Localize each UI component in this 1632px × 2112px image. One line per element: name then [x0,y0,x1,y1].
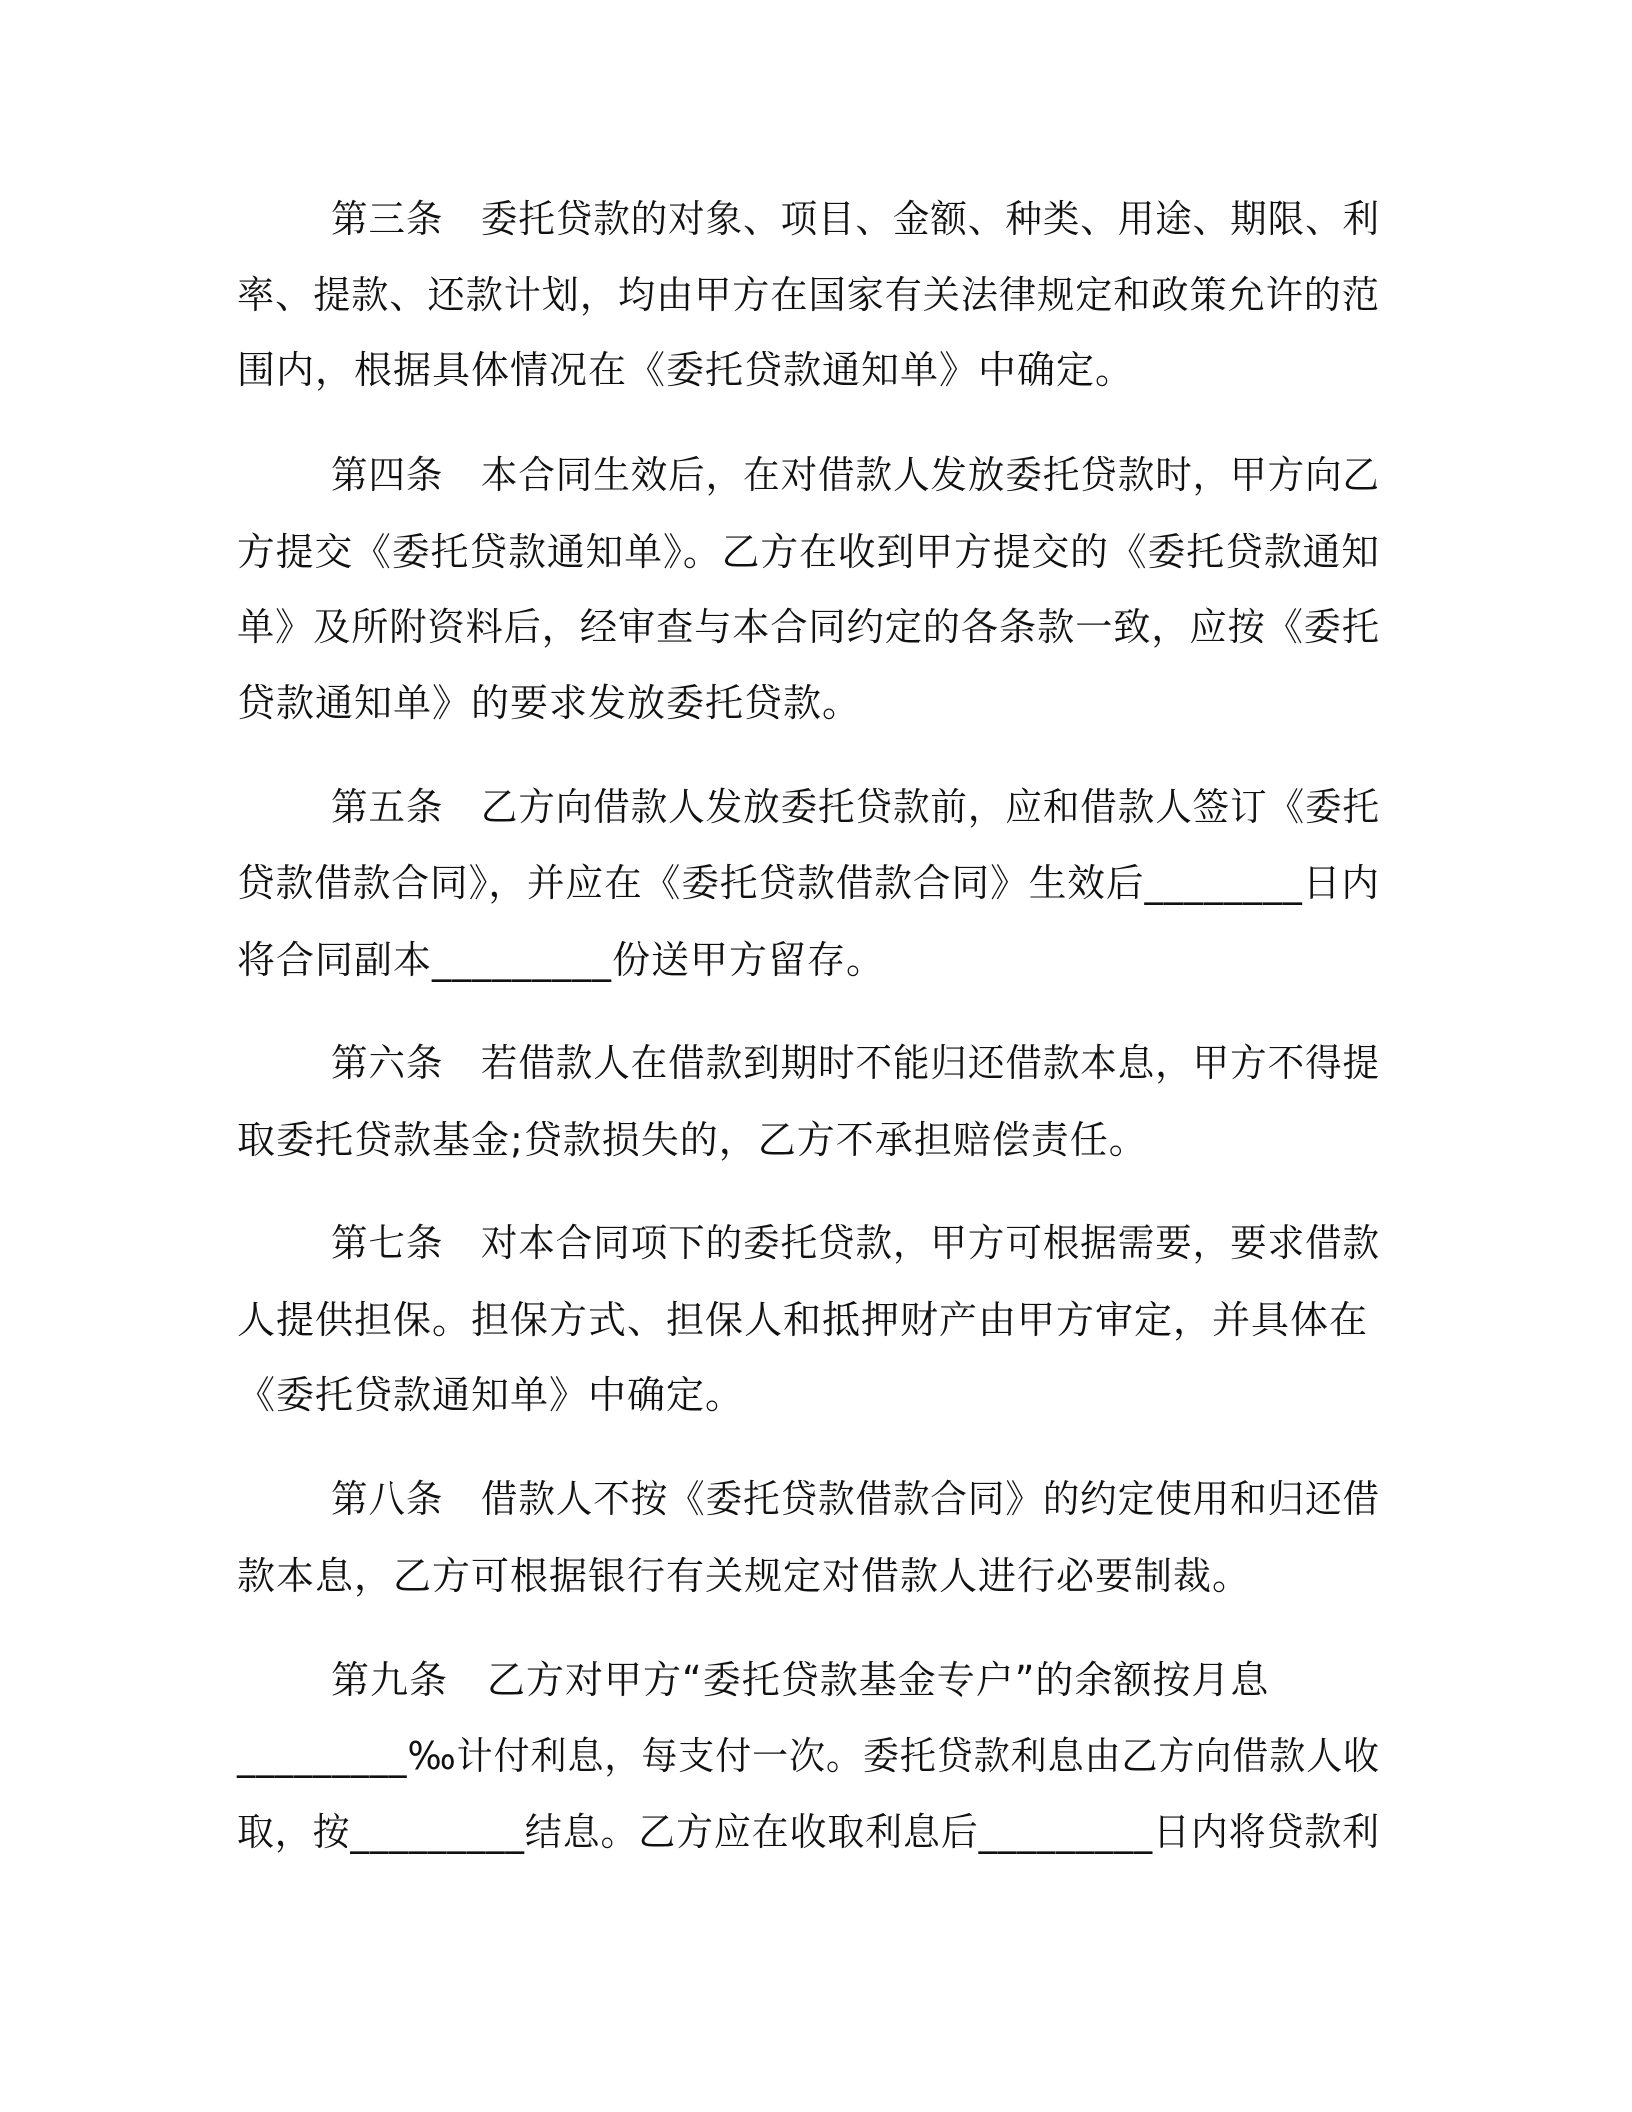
article-6-line-2: 取委托贷款基金;贷款损失的，乙方不承担赔偿责任。 [237,1118,1148,1162]
article-3-line-3: 围内，根据具体情况在《委托贷款通知单》中确定。 [237,348,1135,392]
article-4-line-2: 方提交《委托贷款通知单》。乙方在收到甲方提交的《委托贷款通知 [237,530,1381,574]
article-7-line-2: 人提供担保。担保方式、担保人和抵押财产由甲方审定，并具体在 [237,1298,1369,1342]
article-8-line-2: 款本息，乙方可根据银行有关规定对借款人进行必要制裁。 [237,1554,1252,1598]
article-3-line-1: 第三条 委托贷款的对象、项目、金额、种类、用途、期限、利 [331,197,1381,241]
article-8-line-1: 第八条 借款人不按《委托贷款借款合同》的约定使用和归还借 [331,1477,1381,1521]
article-9-line-1: 第九条 乙方对甲方“委托贷款基金专户”的余额按月息 [331,1658,1270,1702]
article-4-line-3: 单》及所附资料后，经审查与本合同约定的各条款一致，应按《委托 [237,605,1381,649]
article-5-line-3: 将合同副本_________份送甲方留存。 [237,938,886,982]
article-5-line-2: 贷款借款合同》，并应在《委托贷款借款合同》生效后________日内 [237,861,1381,905]
article-3-line-2: 率、提款、还款计划，均由甲方在国家有关法律规定和政策允许的范 [237,273,1381,317]
article-5-line-1: 第五条 乙方向借款人发放委托贷款前，应和借款人签订《委托 [331,785,1381,829]
article-6-line-1: 第六条 若借款人在借款到期时不能归还借款本息，甲方不得提 [331,1041,1381,1085]
article-4-line-1: 第四条 本合同生效后，在对借款人发放委托贷款时，甲方向乙 [331,453,1381,497]
article-7-line-3: 《委托贷款通知单》中确定。 [237,1373,745,1417]
article-9-line-3: 取，按_________结息。乙方应在收取利息后_________日内将贷款利 [237,1810,1381,1854]
article-7-line-1: 第七条 对本合同项下的委托贷款，甲方可根据需要，要求借款 [331,1221,1381,1265]
article-9-line-2: _________‰计付利息，每支付一次。委托贷款利息由乙方向借款人收 [237,1734,1380,1778]
article-4-line-4: 贷款通知单》的要求发放委托贷款。 [237,681,862,725]
